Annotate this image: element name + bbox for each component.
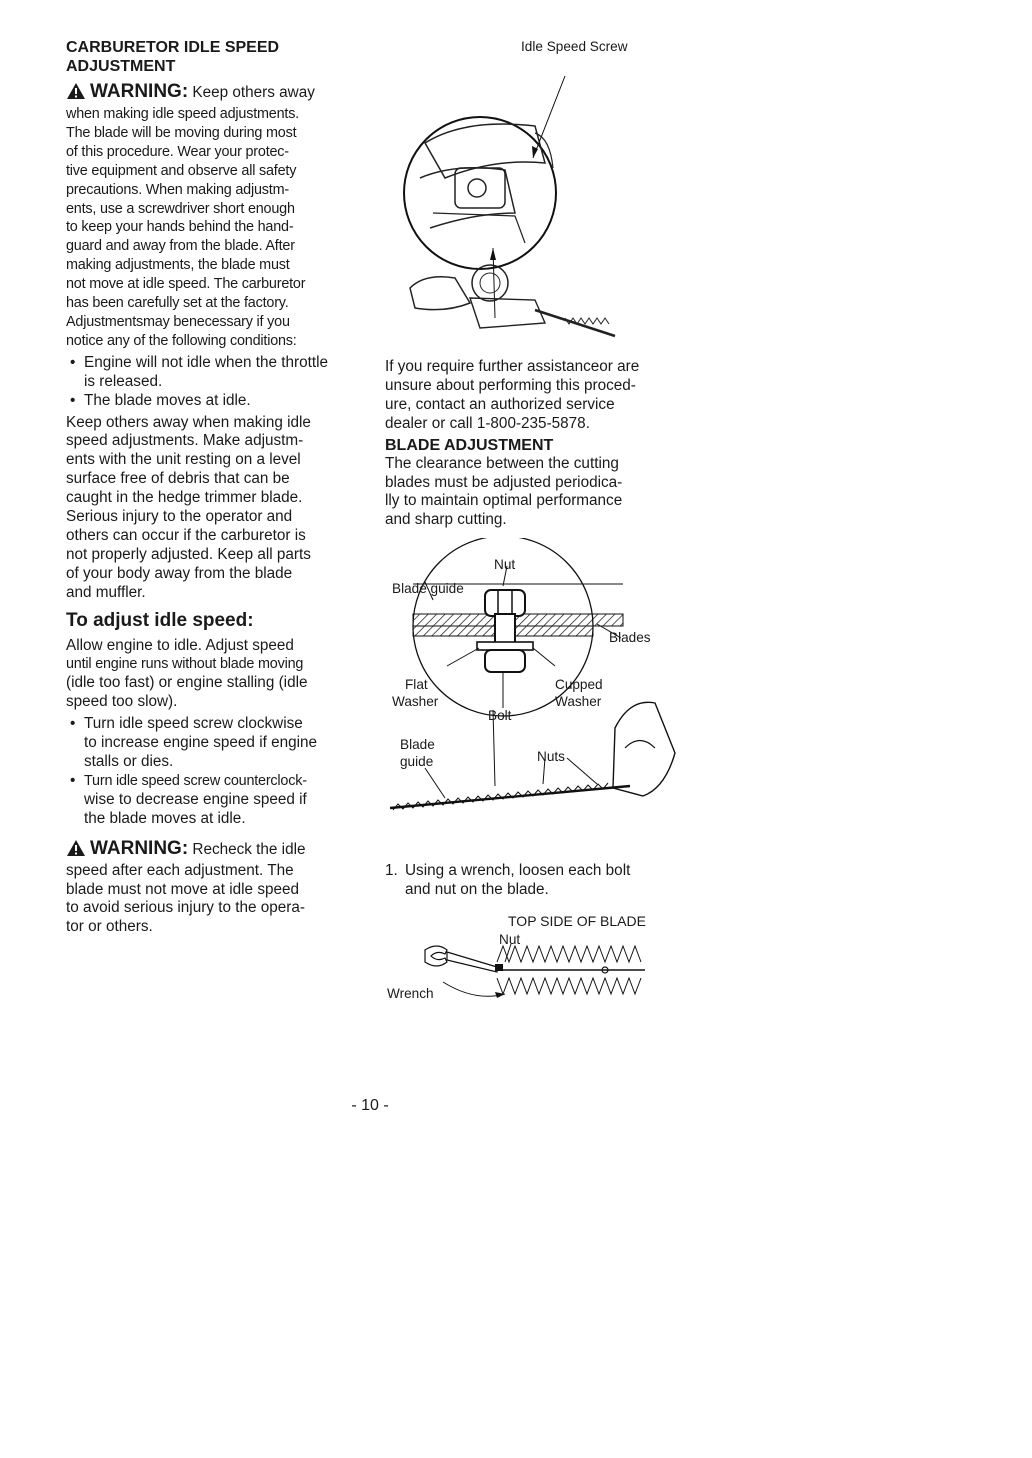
text-line: speed after each adjustment. The <box>66 861 294 879</box>
text-line: and nut on the blade. <box>405 881 549 899</box>
subheading-adjust-idle-speed: To adjust idle speed: <box>66 609 254 631</box>
blade-assembly-figure <box>385 538 680 838</box>
text-line: unsure about performing this proced- <box>385 376 636 394</box>
text-line: guard and away from the blade. After <box>66 238 295 255</box>
text-line: Keep others away when making idle <box>66 413 311 431</box>
warning-triangle-icon <box>66 82 86 105</box>
flat-label: Flat <box>405 677 428 693</box>
text-line: when making idle speed adjustments. <box>66 106 299 122</box>
flat-washer-label: Washer <box>392 694 439 710</box>
blade-guide-label: Blade guide <box>392 581 464 597</box>
wrench-figure <box>385 912 680 1012</box>
wrench-nut-label: Nut <box>499 932 521 948</box>
text-line: has been carefully set at the factory. <box>66 295 289 312</box>
left-column <box>66 38 366 937</box>
list-item: • Engine will not idle when the throttle is released. <box>66 354 366 392</box>
text-line: and sharp cutting. <box>385 511 507 529</box>
text-line: dealer or call 1-800-235-5878. <box>385 414 590 432</box>
cupped-washer-label: Washer <box>555 694 602 710</box>
text-line: not move at idle speed. The carburetor <box>66 276 306 293</box>
text-line: precautions. When making adjustm- <box>66 181 289 198</box>
text-line: Serious injury to the operator and <box>66 508 293 526</box>
text-line: If you require further assistanceor are <box>385 358 640 375</box>
text-line: making adjustments, the blade must <box>66 257 290 274</box>
warning-lead: Recheck the idle <box>192 840 306 858</box>
warning-block-1 <box>66 82 366 105</box>
text-line: to keep your hands behind the hand- <box>66 219 294 236</box>
warning-triangle-icon <box>66 839 86 862</box>
text-line: speed adjustments. Make adjustm- <box>66 432 304 450</box>
text-line: The clearance between the cutting <box>385 454 619 472</box>
text-line: The blade will be moving during most <box>66 124 297 141</box>
text-line: caught in the hedge trimmer blade. <box>66 489 303 507</box>
list-item: • Turn idle speed screw clockwise to increase engine speed if engine stalls or dies. <box>66 715 366 772</box>
text-line: speed too slow). <box>66 693 178 711</box>
top-side-label: TOP SIDE OF BLADE <box>508 913 646 930</box>
text-line: ure, contact an authorized service <box>385 395 615 413</box>
blade-guide-2-label-line2: guide <box>400 754 434 770</box>
nut-label: Nut <box>494 557 516 573</box>
text-line: of this procedure. Wear your protec- <box>66 143 289 160</box>
nuts-label: Nuts <box>537 749 565 765</box>
text-line: surface free of debris that can be <box>66 470 290 488</box>
text-line: tive equipment and observe all safety <box>66 162 297 179</box>
text-line: to avoid serious injury to the opera- <box>66 899 305 917</box>
blade-adjustment-heading: BLADE ADJUSTMENT <box>385 436 554 454</box>
blade-guide-2-label-line1: Blade <box>400 737 435 753</box>
warning-lead: Keep others away <box>192 84 315 101</box>
warning-1-text <box>66 105 366 351</box>
text-line: tor or others. <box>66 918 153 936</box>
list-item: • The blade moves at idle. <box>66 392 366 411</box>
text-line: lly to maintain optimal performance <box>385 492 623 510</box>
paragraph-keep-others-away <box>66 414 366 603</box>
section-title-line2: ADJUSTMENT <box>66 58 176 75</box>
text-line: ents with the unit resting on a level <box>66 451 301 469</box>
text-line: ents, use a screwdriver short enough <box>66 200 295 217</box>
text-line: others can occur if the carburetor is <box>66 526 306 544</box>
warning-block-2 <box>66 839 366 862</box>
blades-label: Blades <box>609 630 651 646</box>
text-line: Using a wrench, loosen each bolt <box>405 862 631 880</box>
warning-label: WARNING: <box>90 837 189 859</box>
text-line: blade must not move at idle speed <box>66 880 299 898</box>
idle-steps-list <box>66 715 366 828</box>
bolt-label: Bolt <box>488 708 512 724</box>
text-line: until engine runs without blade moving <box>66 656 304 673</box>
text-line: (idle too fast) or engine stalling (idle <box>66 674 308 692</box>
cupped-label: Cupped <box>555 677 603 693</box>
step-1 <box>385 862 680 900</box>
text-line: Allow engine to idle. Adjust speed <box>66 636 294 654</box>
list-item: • Turn idle speed screw counterclock- wise to decrease engine speed if the blade moves at idle. <box>66 772 366 829</box>
text-line: and muffler. <box>66 583 146 601</box>
wrench-label: Wrench <box>387 986 434 1002</box>
paragraph-further-assistance <box>385 358 680 434</box>
warning-label: WARNING: <box>90 81 189 102</box>
carburetor-figure <box>385 38 680 358</box>
text-line: not properly adjusted. Keep all parts <box>66 545 311 563</box>
text-line: blades must be adjusted periodica- <box>385 473 623 491</box>
warning-2-text <box>66 862 366 938</box>
conditions-list <box>66 354 366 411</box>
text-line: notice any of the following conditions: <box>66 332 297 349</box>
text-line: of your body away from the blade <box>66 564 293 582</box>
idle-speed-screw-label: Idle Speed Screw <box>521 39 628 54</box>
paragraph-clearance <box>385 455 680 531</box>
right-column <box>385 38 680 1012</box>
page-number: - 10 - <box>351 1097 389 1114</box>
text-line: Adjustmentsmay benecessary if you <box>66 313 290 330</box>
step-number: 1. <box>385 862 398 880</box>
carburetor-illustration <box>385 38 680 358</box>
section-title-line1: CARBURETOR IDLE SPEED <box>66 39 280 56</box>
paragraph-allow-idle <box>66 637 366 713</box>
